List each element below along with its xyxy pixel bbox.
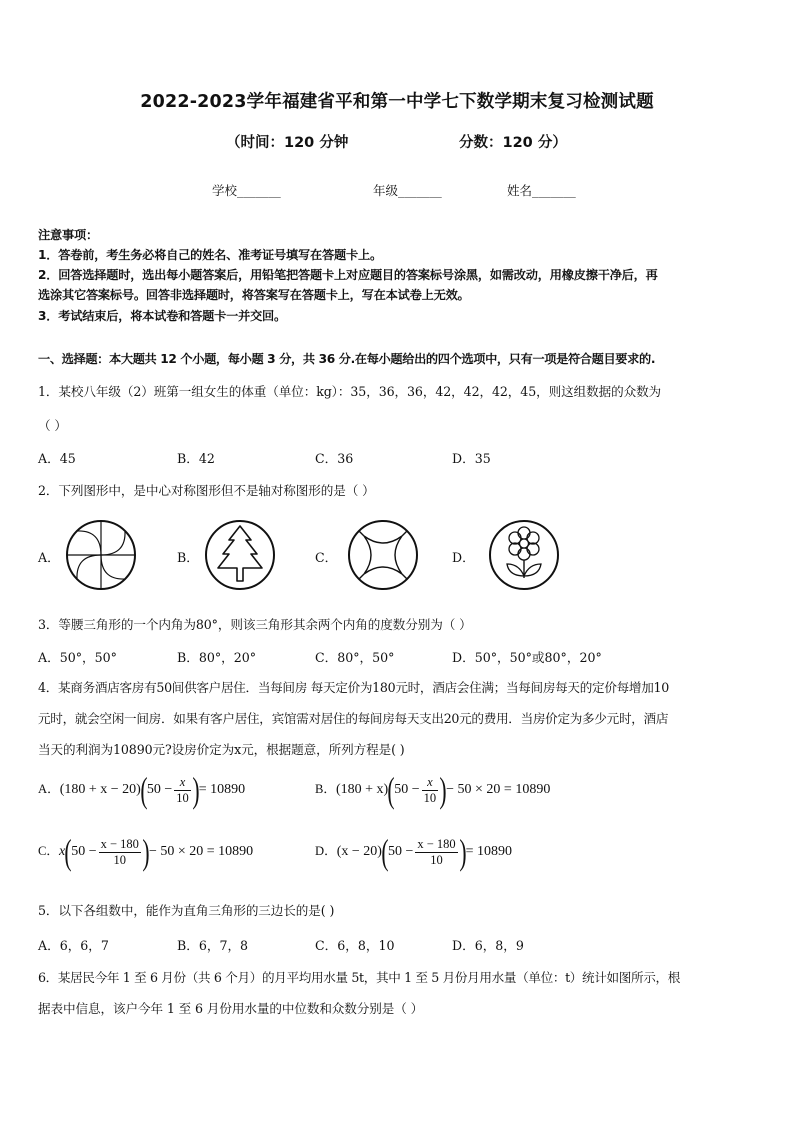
q4-line-2: 元时，就会空闲一间房．如果有客户居住，宾馆需对居住的每间房每天支出20元的费用．当房价定为多少元时，酒店 — [38, 711, 669, 726]
q4-option-d-rhs: = 10890 — [465, 844, 513, 860]
q4-line-3: 当天的利润为10890元?设房价定为x元，根据题意，所列方程是( ) — [38, 742, 405, 757]
q2-option-c: C． — [315, 550, 338, 565]
q4-option-b-numerator: x — [422, 775, 439, 791]
q4-option-d-factor: (x − 20) — [336, 844, 382, 860]
school-field: 学校_______ — [212, 183, 281, 198]
q4-option-a-factor: (180 + x − 20) — [59, 782, 141, 798]
q4-option-b-label: B． — [315, 782, 336, 797]
q4-option-a-rhs: = 10890 — [198, 782, 246, 798]
note-2a: 2．回答选择题时，选出每小题答案后，用铅笔把答题卡上对应题目的答案标号涂黑，如需改动，用橡皮擦干净后，再 — [38, 268, 658, 282]
q4-option-a-numerator: x — [174, 775, 191, 791]
q3-text: 3．等腰三角形的一个内角为80°，则该三角形其余两个内角的度数分别为（ ） — [38, 617, 472, 632]
q3-option-d: D．50°，50°或80°，20° — [452, 650, 602, 665]
page-title: 2022-2023学年福建省平和第一中学七下数学期末复习检测试题 — [140, 92, 654, 112]
q3-option-c: C．80°，50° — [315, 650, 395, 665]
q4-option-b-factor: (180 + x) — [336, 782, 389, 798]
q4-option-c-denominator: 10 — [113, 852, 127, 867]
q4-option-b-inner: 50 − — [394, 782, 420, 798]
curved-square-figure — [346, 518, 420, 592]
q4-option-c: C．x(50 − $\frac{x - 180}{10}$ )− 50 × 20 = 10890 — [38, 832, 254, 872]
flower-figure — [487, 518, 561, 592]
q1-option-a: A．45 — [38, 451, 76, 466]
q1-option-b: B．42 — [177, 451, 215, 466]
q4-line-1: 4．某商务酒店客房有50间供客户居住．当每间房 每天定价为180元时，酒店会住满；当每间房每天的定价每增加10 — [38, 680, 669, 695]
q4-option-a-label: A． — [38, 782, 60, 797]
exam-time: （时间：120 分钟 — [226, 135, 349, 151]
q2-option-a: A． — [38, 550, 60, 565]
q2-option-d: D． — [452, 550, 475, 565]
q1-text: 1．某校八年级（2）班第一组女生的体重（单位：kg）：35，36，36，42，42，42，45，则这组数据的众数为 — [38, 384, 662, 399]
tree-figure — [203, 518, 277, 592]
q4-option-a-inner: 50 − — [146, 782, 173, 798]
q4-option-d-denominator: 10 — [430, 852, 443, 867]
q4-option-a-denominator: 10 — [176, 790, 189, 805]
q4-option-c-rhs: − 50 × 20 = 10890 — [148, 844, 254, 860]
q5-option-a: A．6，6，7 — [38, 938, 109, 953]
name-field: 姓名_______ — [507, 183, 576, 198]
q4-option-c-label: C． — [38, 844, 59, 859]
q4-option-b: B．(180 + x)(50 − $\frac{x}{10}$ )− 50 × 20 = 10890 — [315, 770, 551, 810]
q4-option-a: A．(180 + x − 20)(50 − $\frac{x}{10}$ )= 10890 — [38, 770, 246, 810]
q1-option-c: C．36 — [315, 451, 354, 466]
pinwheel-figure — [64, 518, 138, 592]
q4-option-d-numerator: x − 180 — [417, 836, 456, 851]
q2-text: 2．下列图形中，是中心对称图形但不是轴对称图形的是（ ） — [38, 483, 375, 498]
q4-option-b-denominator: 10 — [423, 790, 437, 805]
note-2b: 选涂其它答案标号。回答非选择题时，将答案写在答题卡上，写在本试卷上无效。 — [38, 288, 470, 302]
q2-option-b: B． — [177, 550, 199, 565]
q4-option-d-label: D． — [315, 844, 337, 859]
grade-field: 年级_______ — [373, 183, 442, 198]
note-1: 1．答卷前，考生务必将自己的姓名、准考证号填写在答题卡上。 — [38, 248, 382, 262]
q3-option-a: A．50°，50° — [38, 650, 117, 665]
notes-heading: 注意事项： — [38, 228, 98, 242]
q5-option-d: D．6，8，9 — [452, 938, 524, 953]
exam-score: 分数：120 分） — [459, 135, 567, 151]
q5-option-b: B．6，7，8 — [177, 938, 249, 953]
q1-option-d: D．35 — [452, 451, 491, 466]
q1-paren: （ ） — [38, 418, 67, 433]
q6-line-2: 据表中信息，该户今年 1 至 6 月份用水量的中位数和众数分别是（ ） — [38, 1001, 424, 1016]
q4-option-c-inner: 50 − — [71, 844, 97, 860]
q5-option-c: C．6，8，10 — [315, 938, 395, 953]
q4-option-c-factor: x — [59, 844, 66, 860]
q3-option-b: B．80°，20° — [177, 650, 257, 665]
note-3: 3．考试结束后，将本试卷和答题卡一并交回。 — [38, 309, 287, 323]
q4-option-c-numerator: x − 180 — [100, 836, 139, 851]
q5-text: 5．以下各组数中，能作为直角三角形的三边长的是( ) — [38, 903, 335, 918]
q6-line-1: 6．某居民今年 1 至 6 月份（共 6 个月）的月平均用水量 5t，其中 1 至 5 月份月用水量（单位：t）统计如图所示，根 — [38, 970, 680, 985]
q4-option-d: D．(x − 20)(50 − $\frac{x - 180}{10}$ )= 10890 — [315, 832, 513, 872]
q4-option-b-rhs: − 50 × 20 = 10890 — [446, 782, 551, 798]
q4-option-d-inner: 50 − — [387, 844, 414, 860]
section-1-heading: 一、选择题：本大题共 12 个小题，每小题 3 分，共 36 分.在每小题给出的四个选项中，只有一项是符合题目要求的. — [38, 352, 656, 366]
